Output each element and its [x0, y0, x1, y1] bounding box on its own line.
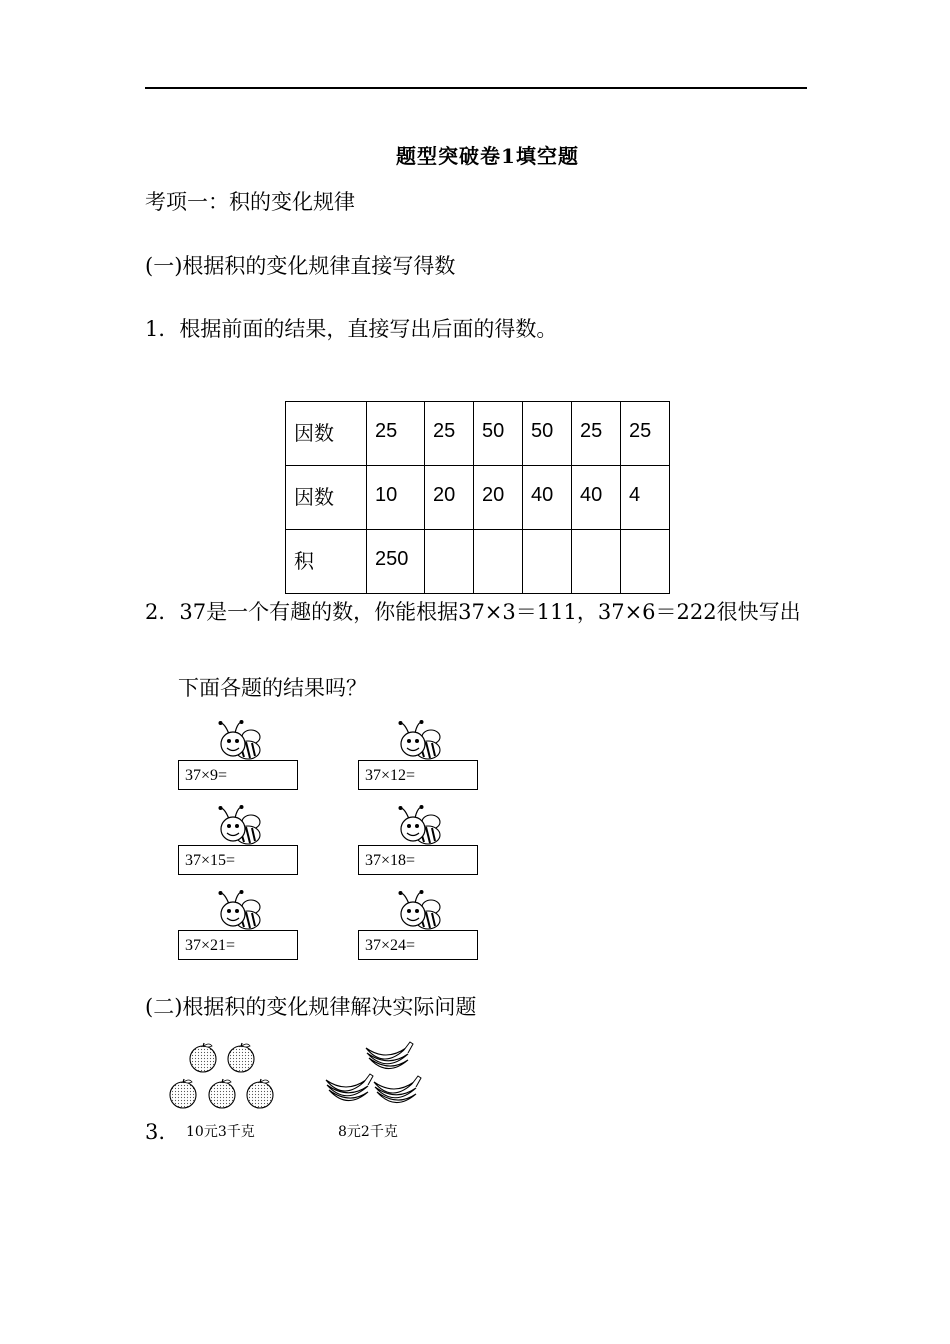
- bee-problem: [358, 805, 482, 877]
- question-2: 2．37是一个有趣的数，你能根据37×3＝111，37×6＝222很快写出: [145, 600, 801, 624]
- bee-icon: [216, 805, 266, 847]
- bee-problem: [358, 720, 482, 792]
- apple-price-label: 10元3千克: [186, 1124, 255, 1140]
- table-cell-label: 因数: [286, 466, 367, 530]
- bee-answer-box[interactable]: 37×15=: [178, 845, 298, 875]
- section-heading: 考项一：积的变化规律: [145, 190, 355, 214]
- answer-cell[interactable]: [572, 530, 621, 594]
- table-cell-label: 积: [286, 530, 367, 594]
- table-cell-label: 因数: [286, 402, 367, 466]
- bee-icon: [216, 720, 266, 762]
- banana-price-label: 8元2千克: [338, 1124, 398, 1140]
- answer-cell[interactable]: [425, 530, 474, 594]
- answer-cell[interactable]: [621, 530, 670, 594]
- table-cell: 40: [523, 466, 572, 530]
- subsection-heading-2: (二)根据积的变化规律解决实际问题: [145, 995, 477, 1019]
- table-cell: 25: [367, 402, 425, 466]
- bananas-icon: [322, 1040, 422, 1116]
- question-1: 1．根据前面的结果，直接写出后面的得数。: [145, 317, 558, 341]
- table-cell: 250: [367, 530, 425, 594]
- table-cell: 50: [523, 402, 572, 466]
- bee-icon: [216, 890, 266, 932]
- table-cell: 20: [474, 466, 523, 530]
- bee-problem: [178, 890, 302, 962]
- bee-answer-box[interactable]: 37×9=: [178, 760, 298, 790]
- bee-icon: [396, 890, 446, 932]
- table-cell: 50: [474, 402, 523, 466]
- header-rule: [145, 87, 807, 89]
- bee-problem: [178, 720, 302, 792]
- bee-icon: [396, 805, 446, 847]
- table-cell: 10: [367, 466, 425, 530]
- table-row: [286, 466, 670, 530]
- apples-icon: [168, 1042, 280, 1114]
- table-row: [286, 402, 670, 466]
- bee-answer-box[interactable]: 37×24=: [358, 930, 478, 960]
- table-row: [286, 530, 670, 594]
- bee-icon: [396, 720, 446, 762]
- question-3-number: 3.: [145, 1120, 166, 1144]
- subsection-heading: (一)根据积的变化规律直接写得数: [145, 254, 456, 278]
- answer-cell[interactable]: [523, 530, 572, 594]
- table-cell: 20: [425, 466, 474, 530]
- bee-problem: [178, 805, 302, 877]
- table-cell: 4: [621, 466, 670, 530]
- bee-answer-box[interactable]: 37×12=: [358, 760, 478, 790]
- answer-cell[interactable]: [474, 530, 523, 594]
- page-title: 题型突破卷1填空题: [396, 144, 579, 168]
- table-cell: 25: [621, 402, 670, 466]
- question-2-continued: 下面各题的结果吗？: [178, 676, 367, 700]
- table-cell: 25: [572, 402, 621, 466]
- bee-answer-box[interactable]: 37×18=: [358, 845, 478, 875]
- table-cell: 25: [425, 402, 474, 466]
- factor-table: [285, 401, 670, 594]
- bee-answer-box[interactable]: 37×21=: [178, 930, 298, 960]
- table-cell: 40: [572, 466, 621, 530]
- bee-problem: [358, 890, 482, 962]
